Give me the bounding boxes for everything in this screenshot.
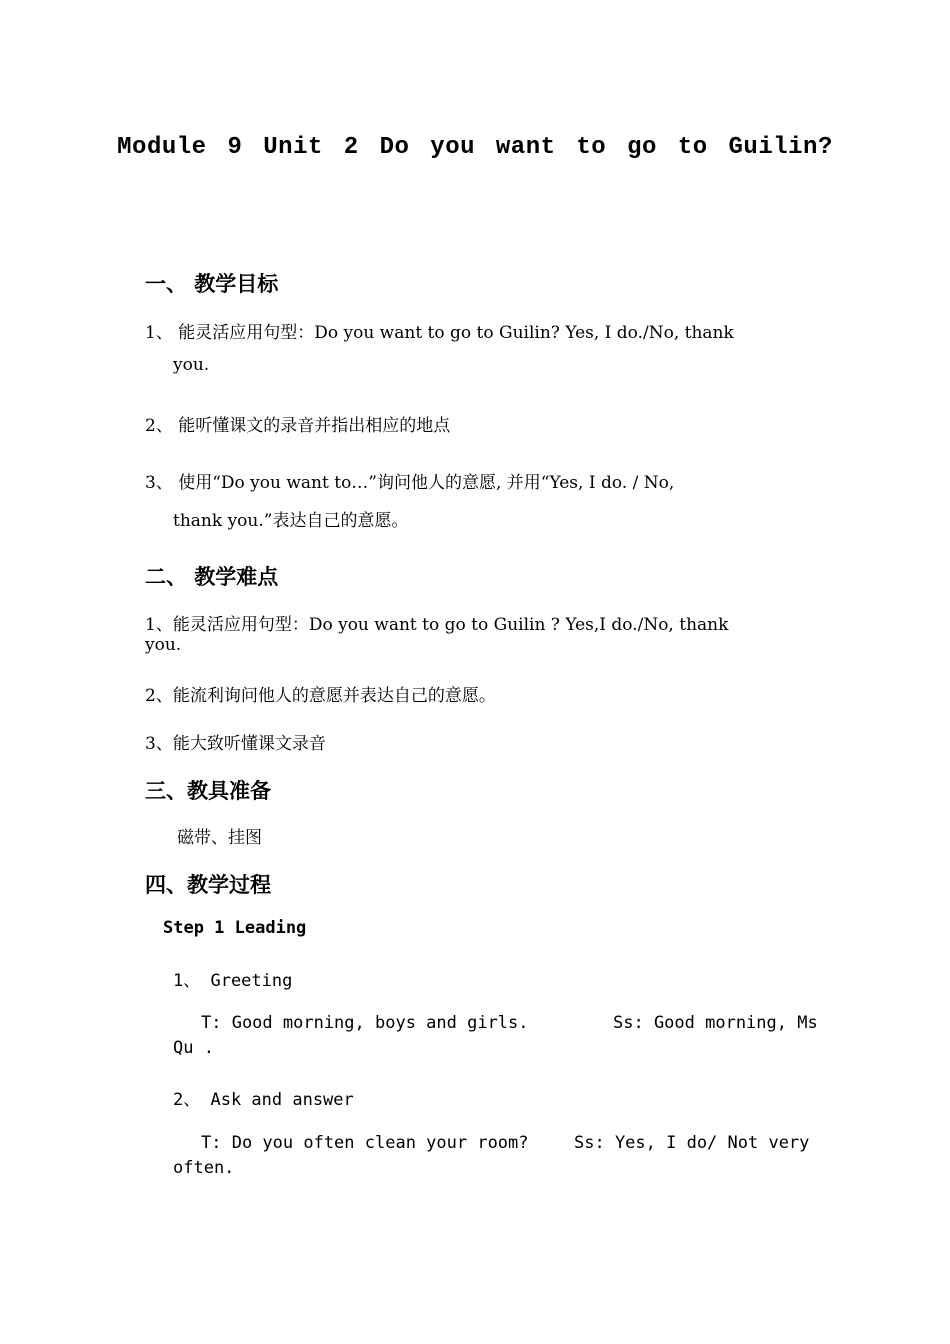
step-1-heading: Step 1 Leading [163, 918, 307, 938]
difficulty-3: 3、能大致听懂课文录音 [145, 734, 326, 754]
section-heading-materials: 三、教具准备 [145, 779, 271, 803]
difficulty-1-line2: you. [145, 635, 182, 655]
section-heading-difficulties: 二、 教学难点 [145, 565, 279, 589]
objective-1-line2: you. [173, 355, 210, 375]
ask-answer-teacher-line: T: Do you often clean your room? [201, 1133, 529, 1153]
objective-1-line1: 1、 能灵活应用句型：Do you want to go to Guilin? Yes, I do./No, thank [145, 323, 734, 343]
objective-2: 2、 能听懂课文的录音并指出相应的地点 [145, 416, 451, 436]
difficulty-1-line1: 1、能灵活应用句型：Do you want to go to Guilin ? Yes,I do./No, thank [145, 615, 729, 635]
ask-answer-continuation: often. [173, 1158, 235, 1178]
page-title: Module 9 Unit 2 Do you want to go to Guilin? [117, 134, 833, 161]
objective-3-line1: 3、 使用“Do you want to…”询问他人的意愿, 并用“Yes, I do. / No, [145, 473, 675, 493]
greeting-teacher-line: T: Good morning, boys and girls. [201, 1013, 529, 1033]
greeting-label: 1、 Greeting [173, 971, 293, 991]
difficulty-2: 2、能流利询问他人的意愿并表达自己的意愿。 [145, 686, 496, 706]
greeting-continuation: Qu . [173, 1038, 214, 1058]
section-heading-process: 四、教学过程 [145, 873, 271, 897]
greeting-students-line: Ss: Good morning, Ms [613, 1013, 818, 1033]
ask-answer-label: 2、 Ask and answer [173, 1090, 354, 1110]
ask-answer-students-line: Ss: Yes, I do/ Not very [574, 1133, 810, 1153]
objective-3-line2: thank you.”表达自己的意愿。 [173, 511, 409, 531]
materials-text: 磁带、挂图 [177, 828, 262, 848]
section-heading-objectives: 一、 教学目标 [145, 272, 279, 296]
